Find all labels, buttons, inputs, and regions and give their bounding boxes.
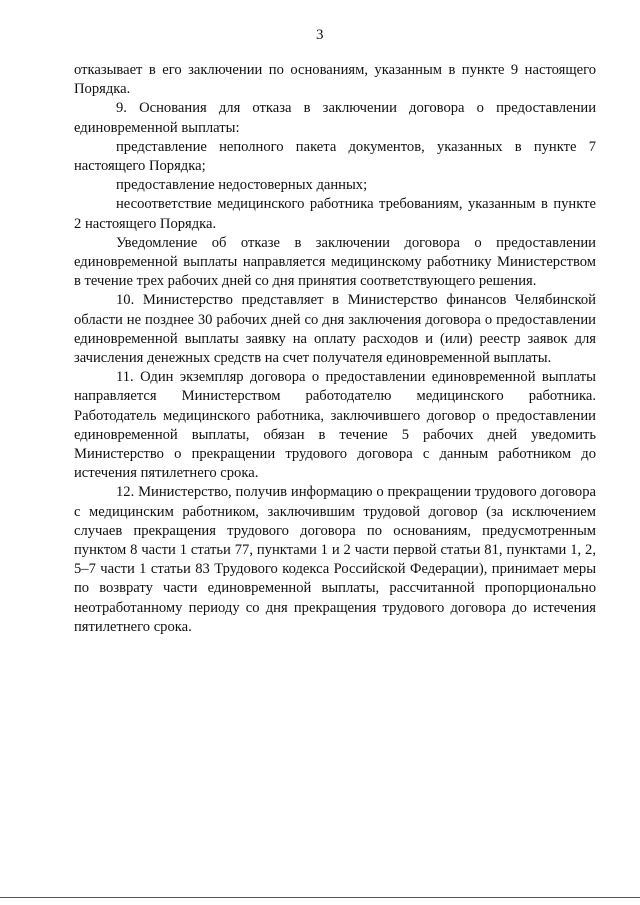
bottom-divider: [0, 897, 640, 898]
paragraph-continuation: отказывает в его заключении по основаниям, указанным в пункте 9 настоящего Порядка.: [74, 62, 596, 98]
paragraph-item-9-reason-3: несоответствие медицинского работника требованиям, указанным в пункте 2 настоящего Порядка.: [74, 196, 596, 232]
paragraph-item-9: 9. Основания для отказа в заключении договора о предоставлении единовременной выплаты:: [74, 100, 596, 136]
paragraph-item-12: 12. Министерство, получив информацию о прекращении трудового договора с медицинским работником, заключившим трудовой договор (за исключением случаев прекращения трудового договора по основаниям, предусмотренным пунктом 8 части 1 статьи 77, пунктами 1 и 2 части первой статьи 81, пунктами 1, 2, 5–7 части 1 статьи 83 Трудового кодекса Российской Федерации), принимает меры по возврату части единовременной выплаты, рассчитанной пропорционально неотработанному периоду со дня прекращения трудового договора до истечения пятилетнего срока.: [74, 484, 596, 635]
paragraph-item-11: 11. Один экземпляр договора о предоставлении единовременной выплаты направляется Министерством работодателю медицинского работника. Работодатель медицинского работника, заключившего договор о предоставлении единовременной выплаты, обязан в течение 5 рабочих дней уведомить Министерство о прекращении трудового договора с данным работником до истечения пятилетнего срока.: [74, 369, 596, 482]
paragraph-item-10: 10. Министерство представляет в Министерство финансов Челябинской области не позднее 30 рабочих дней со дня заключения договора о предоставлении единовременной выплаты заявку на оплату расходов и (или) реестр заявок для зачисления денежных средств на счет получателя единовременной выплаты.: [74, 292, 596, 367]
page-number: 3: [316, 27, 324, 43]
document-body: [74, 61, 596, 637]
paragraph-item-9-reason-1: представление неполного пакета документов, указанных в пункте 7 настоящего Порядка;: [74, 138, 596, 175]
paragraph-item-9-reason-2: предоставление недостоверных данных;: [116, 177, 368, 194]
paragraph-refusal-notice: Уведомление об отказе в заключении договора о предоставлении единовременной выплаты направляется медицинскому работнику Министерством в течение трех рабочих дней со дня принятия соответствующего решения.: [74, 234, 596, 290]
